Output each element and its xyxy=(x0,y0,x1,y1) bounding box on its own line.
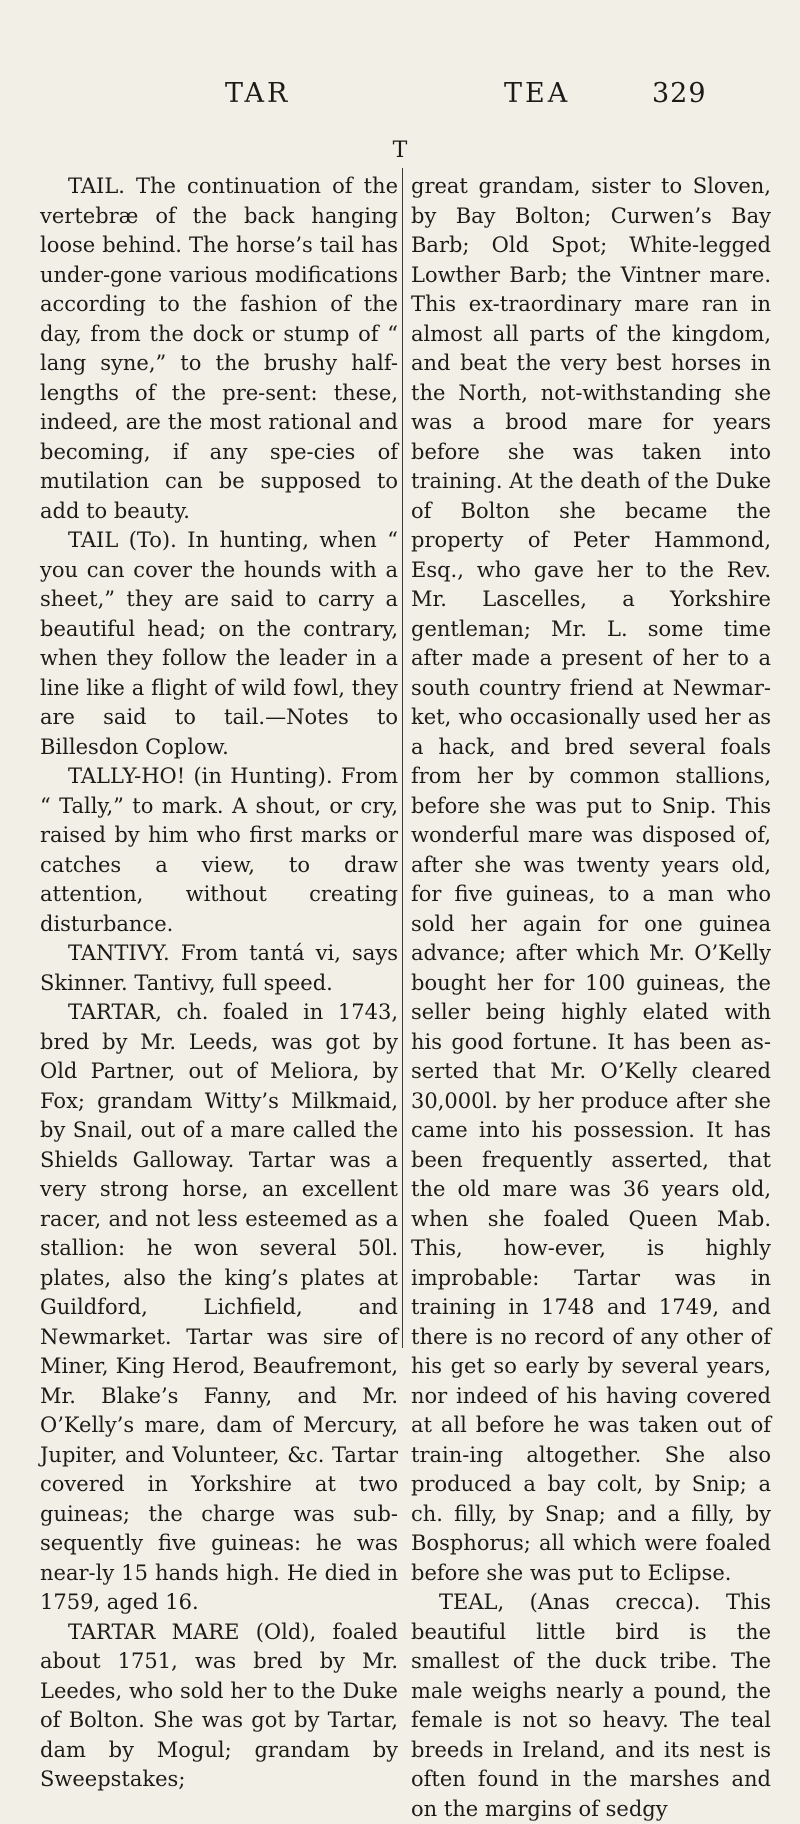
section-letter: T xyxy=(392,138,408,163)
column-divider xyxy=(402,168,403,1348)
entry-teal: TEAL, (Anas crecca). This beautiful little bird is the smallest of the duck tribe. The male weighs nearly a pound, the female is not so heavy. The teal breeds in Ireland, and its nest is often found in the marshes and on the margins of sedgy xyxy=(411,1590,771,1821)
entry-tail-to: TAIL (To). In hunting, when “ you can cover the hounds with a sheet,” they are said to carry a beautiful head; on the contrary, when they follow the leader in a line like a flight of wild fowl, they are said to tail.—Notes to Billesdon Coplow. xyxy=(40,528,398,759)
running-head-left: TAR xyxy=(225,78,291,109)
entry-tartar: TARTAR, ch. foaled in 1743, bred by Mr. Leeds, was got by Old Partner, out of Meliora, by Fox; grandam Witty’s Milkmaid, by Snail, out of a mare called the Shields Galloway. Tartar was a very strong horse, an excellent racer, and not less esteemed as a stallion: he won several 50l. plates, also the king’s plates at Guildford, Lichfield, and Newmarket. Tartar was sire of Miner, King Herod, Beaufremont, Mr. Blake’s Fanny, and Mr. O’Kelly’s mare, dam of Mercury, Jupiter, and Volunteer, &c. Tartar covered in Yorkshire at two guineas; the charge was sub-sequently five guineas: he was near-ly 15 hands high. He died in 1759, aged 16. xyxy=(40,1000,398,1614)
running-head xyxy=(0,78,800,118)
entry-tail: TAIL. The continuation of the vertebræ of the back hanging loose behind. The horse’s tail has under-gone various modifications according to the fashion of the day, from the dock or stump of “ lang syne,” to the brushy half-lengths of the pre-sent: these, indeed, are the most rational and becoming, if any spe-cies of mutilation can be supposed to add to beauty. xyxy=(40,174,398,523)
page-number: 329 xyxy=(652,78,707,109)
entry-tartar-mare: TARTAR MARE (Old), foaled about 1751, was bred by Mr. Leedes, who sold her to the Duke of Bolton. She was got by Tartar, dam by Mogul; grandam by Sweepstakes; xyxy=(40,1619,398,1791)
entry-tartar-mare-continued: great grandam, sister to Sloven, by Bay Bolton; Curwen’s Bay Barb; Old Spot; White-legged Lowther Barb; the Vintner mare. This ex-traordinary mare ran in almost all parts of the kingdom, and beat the very best horses in the North, not-withstanding she was a brood mare for years before she was taken into training. At the death of the Duke of Bolton she became the property of Peter Hammond, Esq., who gave her to the Rev. Mr. Lascelles, a Yorkshire gentleman; Mr. L. some time after made a present of her to a south country friend at Newmar-ket, who occasionally used her as a hack, and bred several foals from her by common stallions, before she was put to Snip. This wonderful mare was disposed of, after she was twenty years old, for five guineas, to a man who sold her again for one guinea advance; after which Mr. O’Kelly bought her for 100 guineas, the seller being highly elated with his good fortune. It has been as-serted that Mr. O’Kelly cleared 30,000l. by her produce after she came into his possession. It has been frequently asserted, that the old mare was 36 years old, when she foaled Queen Mab. This, how-ever, is highly improbable: Tartar was in training in 1748 and 1749, and there is no record of any other of his get so early by several years, nor indeed of his having covered at all before he was taken out of train-ing altogether. She also produced a bay colt, by Snip; a ch. filly, by Snap; and a filly, by Bosphorus; all which were foaled before she was put to Eclipse. xyxy=(411,174,771,1585)
entry-tally-ho: TALLY-HO! (in Hunting). From “ Tally,” to mark. A shout, or cry, raised by him who first marks or catches a view, to draw attention, without creating disturbance. xyxy=(40,764,398,936)
right-column xyxy=(411,172,771,1824)
running-head-center: TEA xyxy=(504,78,571,109)
left-column xyxy=(40,172,398,1795)
entry-tantivy: TANTIVY. From tantá vi, says Skinner. Tantivy, full speed. xyxy=(40,941,398,995)
